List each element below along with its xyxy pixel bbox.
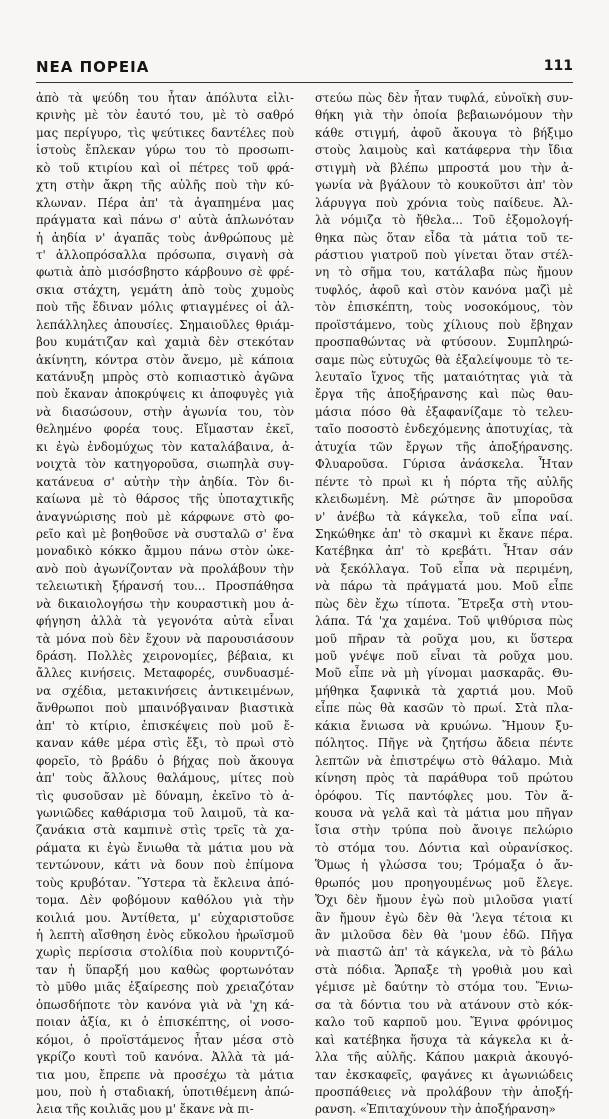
left-column-line: γκρίζο κουτὶ τοῦ κανόνα. Ἀλλὰ τὰ μά-	[36, 1050, 294, 1065]
right-column-line: Ὅμως ἡ γλώσσα του; Τρόμαξα ὁ ἄν-	[315, 858, 573, 873]
left-column-line: νοιχτὰ τὸν κατηγοροῦσα, σιωπηλὰ συγ-	[36, 457, 294, 472]
left-column-line: βου κυμάτιζαν καὶ χαμιὰ δὲν στεκόταν	[36, 335, 294, 350]
running-header	[36, 58, 573, 80]
left-column-line: τελειωτικὴ ξήρανσή του... Προσπάθησα	[36, 579, 294, 594]
left-column-line: ἀπ' τοὺς ἄλλους θαλάμους, μίτες ποὺ	[36, 771, 294, 786]
right-column-line: Σηκώθηκε ἀπ' τὸ σκαμνὶ κι ἔκανε πέρα.	[315, 526, 573, 541]
left-column-line: καίωνα μὲ τὸ θάρσος τῆς ὑποταχτικῆς	[36, 492, 294, 507]
right-column-line: σαμε πὼς εὐτυχῶς θὰ ἐξαλείψουμε τὸ τε-	[315, 352, 573, 367]
left-column-line: ποὺ τῆς ἔδιναν μόλις φτιαγμένες οἱ ἀλ-	[36, 300, 294, 315]
left-column-line: ἄλλες κινήσεις. Μεταφορές, συνδυασμέ-	[36, 666, 294, 681]
right-column-line: πὼς δὲν ἔχω τίποτα. Ἔτρεξα στὴ ντου-	[315, 596, 573, 611]
left-column-line: κοιλιά μου. Ἀντίθετα, μ' εὐχαριστοῦσε	[36, 910, 294, 925]
left-column-line: χτη στὴν ἄκρη τῆς αὐλῆς ποὺ τὴν κύ-	[36, 178, 294, 193]
left-column-line: τὶς φυσοῦσαν μὲ δύναμη, ἐκεῖνο τὸ ἀ-	[36, 788, 294, 803]
right-column-line: κάκια ἔνιωσα νὰ κρυώνω. Ἤμουν ξυ-	[315, 718, 573, 733]
left-column-line: ἀκίνητη, κόντρα στὸν ἄνεμο, μὲ κάποια	[36, 352, 294, 367]
right-column-line: Ὄχι δὲν ἤμουν ἐγὼ ποὺ μιλοῦσα γιατί	[315, 893, 573, 908]
right-column-line: νὰ ξεκόλλαγα. Τοῦ εἶπα νὰ περιμένη,	[315, 561, 573, 576]
right-column-line: προσπάθειες νὰ προλάβουν τὴν ἀποξή-	[315, 1084, 573, 1099]
right-column-line: θήκη γιὰ τὴν ὁποία βεβαιωνόμουν τὴν	[315, 108, 573, 123]
left-column-line: φορεῖο, τὸ βράδυ ὁ βήχας ποὺ ἄκουγα	[36, 753, 294, 768]
right-column-line: κουσα νὰ γελᾶ καὶ τὰ μάτια μου πῆγαν	[315, 805, 573, 820]
left-column-line: νὰ διασώσουν, στὴν ἀγωνία του, τὸν	[36, 404, 294, 419]
right-column-line: τὸ στόμα του. Δόντια καὶ οὐρανίσκος.	[315, 840, 573, 855]
right-column-line: ἂν ἤμουν ἐγὼ δὲν θὰ 'λεγα τέτοια κι	[315, 910, 573, 925]
right-column-line: τὸν ἐπισκέπτη, τοὺς νοσοκόμους, τὸν	[315, 300, 573, 315]
left-column-line: ποὺ ἔκαναν ἀποκρύψεις κι ἀποφυγὲς γιὰ	[36, 387, 294, 402]
left-column-line: ζανάκια στὰ καμπινὲ στὶς τρεῖς τὰ χα-	[36, 823, 294, 838]
right-column-line: ἂν μιλοῦσα δὲν θὰ 'μουν ἐδῶ. Πῆγα	[315, 928, 573, 942]
left-column-line: τια μου, ἔπρεπε νὰ προσέχω τὰ μάτια	[36, 1067, 294, 1082]
left-column-line: ανὸ ποὺ ἀγωνίζονταν νὰ προλάβουν τὴν	[36, 561, 294, 576]
left-column-line: γωνιῶδες καθάρισμα τοῦ λαιμοῦ, τὰ κα-	[36, 805, 294, 820]
left-column	[36, 90, 294, 1119]
right-column-line: ράστιου γιατροῦ ποὺ γίνεται ὅταν στέλ-	[315, 247, 573, 262]
left-column-line: ἡ ἀηδία ν' ἀγαπᾶς τοὺς ἀνθρώπους μὲ	[36, 230, 294, 245]
right-column-line: τυφλός, ἀφοῦ καὶ στὸν κανόνα μαζὶ μὲ	[315, 282, 573, 297]
left-column-line: νὰ δικαιολογήσω τὴν κουραστικὴ μου ἀ-	[36, 596, 294, 611]
right-column-line: λὰ νόμιζα τὸ ἤθελα... Τοῦ ἐξομολογή-	[315, 213, 573, 228]
right-column-line: ἔργα τῆς ἀποξήρανσης καὶ πὼς θαυ-	[315, 387, 573, 402]
right-column-line: στιγμὴ νὰ βλέπω μπροστά μου τὴν ἀ-	[315, 160, 573, 175]
right-column-line: λεπτῶν νὰ ἐπιστρέψω στὸ θάλαμο. Μιὰ	[315, 753, 573, 768]
right-column-line: μάσια πόσο θὰ ἐξαφανίζαμε τὸ τελευ-	[315, 404, 573, 419]
right-column-line: ὀρόφου. Τίς παντόφλες μου. Τὸν ἄ-	[315, 788, 573, 803]
header-rule	[36, 82, 573, 83]
page-number: 111	[543, 58, 573, 74]
left-column-line: δράση. Πολλὲς χειρονομίες, βέβαια, κι	[36, 649, 294, 663]
left-column-line: κατάνυξη μπρὸς στὸ κοπιαστικὸ ἀγῶνα	[36, 370, 294, 384]
left-column-line: ποιαν ἀξία, κι ὁ ἐπισκέπτης, οἱ νοσο-	[36, 1015, 294, 1030]
right-column-line: ἀτυχία τῶν ἔργων τῆς ἀποξήρανσης.	[315, 439, 573, 454]
left-column-line: φωτιὰ ἀπὸ μισόσβηστο κάρβουνο σὲ φρέ-	[36, 265, 294, 280]
left-column-line: κλωναν. Πέρα ἀπ' τὰ ἀγαπημένα μας	[36, 195, 294, 210]
left-column-line: ὁπωσδήποτε τὸν κανόνα γιὰ νὰ 'χη κά-	[36, 997, 294, 1012]
left-column-line: κατάνευα σ' αὐτὴν τὴν ἀηδία. Τὸν δι-	[36, 474, 294, 489]
right-column-line: ἴσια στὴν τρύπα ποὺ ἄνοιγε πελώριο	[315, 823, 573, 838]
left-column-line: κι ἐγὼ ἐνδομύχως τὸν καταλάβαινα, ἀ-	[36, 439, 294, 454]
left-column-line: ἡ λεπτὴ αἴσθηση ἑνὸς εὔκολου ἡρωϊσμοῦ	[36, 928, 294, 942]
right-column-line: κίνηση πρὸς τὰ παράθυρα τοῦ πρώτου	[315, 771, 573, 786]
right-column-line: νὰ πάρω τὰ πράγματά μου. Μοῦ εἶπε	[315, 579, 573, 594]
left-column-line: ἀναγνώρισης ποὺ μὲ κάρφωνε στὸ φο-	[36, 509, 294, 524]
left-column-line: τομα. Δὲν φοβόμουν καθόλου γιὰ τὴν	[36, 893, 294, 908]
right-column-line: λλα τῆς αὐλῆς. Κάπου μακριὰ ἀκουγό-	[315, 1050, 573, 1065]
left-column-line: θελημένο φορέα τους. Εἴμασταν ἐκεῖ,	[36, 422, 294, 437]
right-column-line: καὶ κατέβηκα ἥσυχα τὰ κάγκελα κι ἀ-	[315, 1032, 573, 1047]
right-column-line: Μοῦ εἶπε νὰ μὴ γίνομαι μασκαρᾶς. Θυ-	[315, 666, 573, 681]
left-column-line: λεπάλληλες ἀπουσίες. Σημαιοῦλες θριάμ-	[36, 317, 294, 332]
left-column-line: ρεῖο καὶ μὲ βοηθοῦσε νὰ συσταλῶ σ' ἕνα	[36, 526, 294, 541]
right-column-line: ν' ἀνέβω τὰ κάγκελα, τοῦ εἶπα ναί.	[315, 509, 573, 524]
right-column-line: θρωπός μου προηγουμένως μοῦ ἔλεγε.	[315, 875, 573, 890]
right-column-line: μοῦ γνέψε ποῦ εἶναι τὰ ροῦχα μου.	[315, 649, 573, 663]
left-column-line: ράματα κι ἐγὼ ἔνιωθα τὰ μάτια μου νὰ	[36, 840, 294, 855]
left-column-line: φήγηση ἀλλὰ τὰ γεγονότα αὐτὰ εἶναι	[36, 614, 294, 629]
right-column-line: προσπαθώντας νὰ φτύσουν. Συμπληρώ-	[315, 335, 573, 350]
left-column-line: τεντώνουν, κάτι νὰ δουν ποὺ ἐπίμονα	[36, 858, 294, 873]
left-column-line: κρινὴς μὲ τὸν ἑαυτό του, μὲ τὸ σαθρό	[36, 108, 294, 123]
right-column-line: σα τὰ δόντια του νὰ ατάνουν στὸ κόκ-	[315, 997, 573, 1012]
right-column-line: πόλητος. Πῆγε νὰ ζητήσω ἄδεια πέντε	[315, 736, 573, 751]
left-column-line: κὸ τοῦ κτιρίου καὶ οἱ πέτρες τοῦ φρά-	[36, 160, 294, 175]
right-column-line: στὰ πόδια. Ἄρπαξε τὴ γροθιὰ μου καὶ	[315, 962, 573, 977]
left-column-line: χωρὶς περίσσια στολίδια ποὺ κουρντιζό-	[36, 945, 294, 960]
left-column-line: τὸ μῦθο μιᾶς ἐξαίρεσης ποὺ χρειαζόταν	[36, 980, 294, 995]
left-column-line: μοναδικὸ κόκκο ἄμμου πάνω στὸν ὠκε-	[36, 544, 294, 559]
left-column-line: καναν κάθε μέρα στὶς ἔξι, τὸ πρωὶ στὸ	[36, 736, 294, 751]
right-column-line: καλο τοῦ καρποῦ μου. Ἔγινα φρόνιμος	[315, 1015, 573, 1030]
right-column-line: εἶπε πὼς θὰ κασῶν τὸ πρωί. Στὰ πλα-	[315, 701, 573, 716]
right-column-line: θηκα πὼς ὅταν εἶδα τὰ μάτια τοῦ τε-	[315, 230, 573, 245]
right-column-line: νη τὸ σῆμα του, κατάλαβα πὼς ἤμουν	[315, 265, 573, 280]
right-column-line: κλειδωμένη. Μὲ ρώτησε ἂν μποροῦσα	[315, 492, 573, 507]
left-column-line: μου, ποὺ ἡ σταδιακή, ὑποτιθέμενη ἀπώ-	[36, 1084, 294, 1099]
right-column-line: λευταῖο ἴχνος τῆς ματαιότητας γιὰ τὰ	[315, 370, 573, 384]
right-column-line: γωνία νὰ βγάλουν τὸ κουκοῦτσι ἀπ' τὸν	[315, 178, 573, 193]
right-column-line: ρανση. «Ἐπιταχύνουν τὴν ἀποξήρανση»	[315, 1102, 556, 1117]
left-column-line: ἄνθρωποι ποὺ μπαινόβγαιναν βιαστικὰ	[36, 701, 294, 716]
right-column-line: λάρυγγα ποὺ χρόνια τοὺς παίδευε. Ἀλ-	[315, 195, 573, 210]
left-column-line: κόμοι, ὁ προϊστάμενος ἦταν μέσα στὸ	[36, 1032, 294, 1047]
right-column-line: στοὺς λαιμοὺς καὶ κατάφερνα τὴν ἴδια	[315, 143, 573, 158]
right-column-line: λάπα. Τά 'χα χαμένα. Τοῦ ψιθύρισα πὼς	[315, 614, 573, 629]
left-column-line: ἱστοὺς ἔπλεκαν γύρω του τὸ προσωπι-	[36, 143, 294, 158]
right-column-line: γέμισε μὲ δαύτην τὸ στόμα του. Ἔνιω-	[315, 980, 573, 995]
running-title: ΝΕΑ ΠΟΡΕΙΑ	[36, 58, 150, 76]
right-column-line: μοῦ πῆραν τὰ ροῦχα μου, κι ὕστερα	[315, 631, 573, 646]
right-column-line: νὰ πιαστῶ ἀπ' τὰ κάγκελα, νὰ τὸ βάλω	[315, 945, 573, 960]
left-column-line: ἀπ' τὸ κτίριο, ἐπισκέψεις ποὺ μοῦ ἔ-	[36, 718, 294, 733]
right-column-line: μήθηκα ξαφνικὰ τὰ χαρτιά μου. Μοῦ	[315, 683, 573, 698]
left-column-line: ταν ἡ ὕπαρξή μου καθὼς φορτωνόταν	[36, 962, 294, 977]
left-column-line: τ' ἀλλοπρόσαλλα πρόσωπα, σιγανὴ σὰ	[36, 247, 294, 262]
right-column-line: στεύω πὼς δὲν ἦταν τυφλά, εὐνοϊκὴ συν-	[315, 91, 573, 105]
left-column-line: τοὺς κρυβόταν. Ὕστερα τὰ ἔκλεινα ἀπό-	[36, 875, 294, 890]
left-column-line: ἀπὸ τὰ ψεύδη του ἦταν ἀπόλυτα εἰλι-	[36, 91, 294, 105]
left-column-line: μας περίγυρο, τὶς ψεύτικες δαντέλες ποὺ	[36, 125, 294, 140]
right-column-line: Φλυαροῦσα. Γύρισα ἀνάσκελα. Ἦταν	[315, 457, 573, 472]
right-column-line: πέντε τὸ πρωὶ κι ἡ πόρτα τῆς αὐλῆς	[315, 474, 573, 489]
left-column-line: πράγματα καὶ πάνω σ' αὐτὰ ἁπλωνόταν	[36, 213, 294, 228]
right-column-line: Κατέβηκα ἀπ' τὸ κρεβάτι. Ἦταν σάν	[315, 544, 573, 559]
right-column-line: ταῖο ποσοστὸ ἐνδεχόμενης ἀποτυχίας, τὰ	[315, 422, 573, 437]
left-column-line: να σχέδια, μετακινήσεις ἀντικειμένων,	[36, 683, 294, 698]
right-column-line: ταν ἐκσκαφεῖς, φαγάνες κι ἀγωνιώδεις	[315, 1067, 573, 1082]
right-column	[315, 90, 573, 1119]
left-column-line: τὰ μόνα ποὺ δὲν ἔχουν νὰ παρουσιάσουν	[36, 631, 294, 646]
right-column-line: κάθε στιγμή, ἀφοῦ ἄκουγα τὸ βήξιμο	[315, 125, 573, 140]
left-column-line: λεια τῆς κοιλιᾶς μου μ' ἔκανε νὰ πι-	[36, 1102, 254, 1117]
left-column-line: σκια στάχτη, γεμάτη ἀπὸ τοὺς χυμοὺς	[36, 282, 294, 297]
right-column-line: προϊστάμενο, τοὺς χίλιους ποὺ ἔβηχαν	[315, 317, 573, 332]
